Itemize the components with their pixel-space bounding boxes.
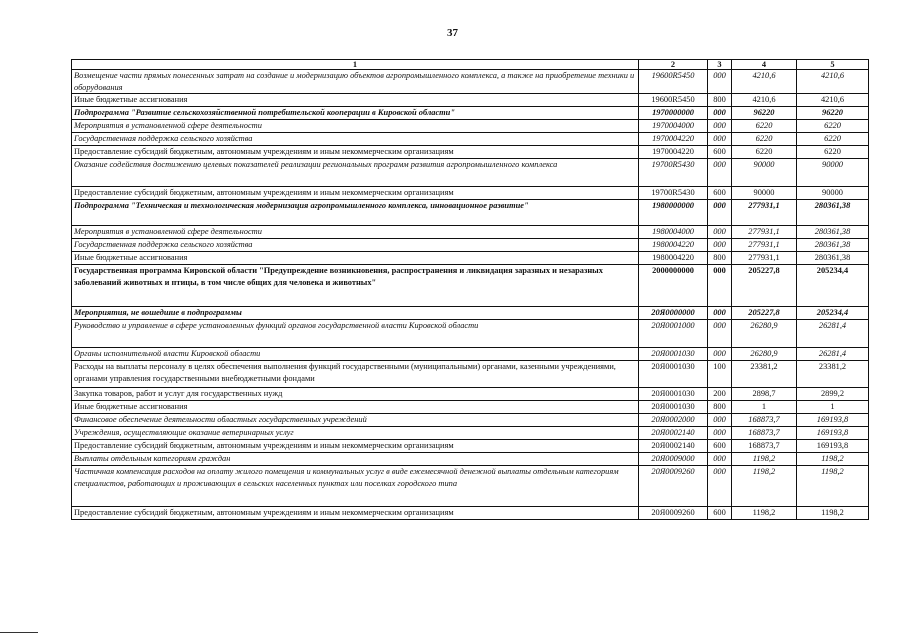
table-row: [72, 427, 869, 440]
row-type-cell: 200: [708, 388, 732, 401]
row-value-2019-cell: 90000: [732, 187, 797, 200]
row-type-cell: 600: [708, 507, 732, 520]
row-value-2019-cell: 2898,7: [732, 388, 797, 401]
row-value-2019-cell: 6220: [732, 133, 797, 146]
table-row: [72, 320, 869, 348]
table-row: [72, 94, 869, 107]
row-value-2020-cell: 280361,38: [797, 239, 869, 252]
row-type-cell: 600: [708, 440, 732, 453]
row-name-cell: Государственная поддержка сельского хозяйства: [72, 239, 639, 252]
row-code-cell: 20Я0001000: [639, 320, 708, 348]
row-code-cell: 20Я0001030: [639, 361, 708, 388]
row-name-cell: Иные бюджетные ассигнования: [72, 94, 639, 107]
row-name-cell: Государственная программа Кировской области "Предупреждение возникновения, распространения и ликвидация заразных и незаразных заболеваний животных и птицы, в том числе общих для человека и животных": [72, 265, 639, 307]
table-row: [72, 70, 869, 94]
row-code-cell: 20Я0002140: [639, 427, 708, 440]
row-code-cell: 1970004220: [639, 146, 708, 159]
table-body: [72, 70, 869, 520]
row-name-cell: Мероприятия в установленной сфере деятельности: [72, 226, 639, 239]
table-row: [72, 187, 869, 200]
row-code-cell: 1980004220: [639, 239, 708, 252]
row-value-2020-cell: 90000: [797, 159, 869, 187]
row-value-2019-cell: 277931,1: [732, 252, 797, 265]
table-row: [72, 440, 869, 453]
row-value-2019-cell: 205227,8: [732, 265, 797, 307]
table-row: [72, 348, 869, 361]
row-value-2020-cell: 26281,4: [797, 348, 869, 361]
row-code-cell: 1970004220: [639, 133, 708, 146]
row-value-2020-cell: 4210,6: [797, 94, 869, 107]
row-type-cell: 000: [708, 159, 732, 187]
row-code-cell: 19700R5430: [639, 187, 708, 200]
row-name-cell: Предоставление субсидий бюджетным, автономным учреждениям и иным некоммерческим организациям: [72, 507, 639, 520]
row-value-2020-cell: 280361,38: [797, 200, 869, 226]
row-name-cell: Государственная поддержка сельского хозяйства: [72, 133, 639, 146]
row-value-2019-cell: 168873,7: [732, 440, 797, 453]
table-row: [72, 107, 869, 120]
row-value-2020-cell: 205234,4: [797, 265, 869, 307]
table-row: [72, 507, 869, 520]
row-name-cell: Руководство и управление в сфере установленных функций органов государственной власти Кировской области: [72, 320, 639, 348]
row-code-cell: 20Я0002000: [639, 414, 708, 427]
row-value-2019-cell: 26280,9: [732, 320, 797, 348]
table-row: [72, 307, 869, 320]
row-type-cell: 000: [708, 466, 732, 507]
row-value-2020-cell: 4210,6: [797, 70, 869, 94]
row-name-cell: Иные бюджетные ассигнования: [72, 252, 639, 265]
row-type-cell: 800: [708, 401, 732, 414]
row-name-cell: Расходы на выплаты персоналу в целях обеспечения выполнения функций государственными (муниципальными) органами, казенными учреждениями, органами управления государственными внебюджетными фондами: [72, 361, 639, 388]
row-value-2020-cell: 6220: [797, 133, 869, 146]
row-value-2020-cell: 2899,2: [797, 388, 869, 401]
row-code-cell: 19600R5450: [639, 70, 708, 94]
row-value-2019-cell: 1198,2: [732, 453, 797, 466]
row-type-cell: 000: [708, 200, 732, 226]
row-value-2019-cell: 26280,9: [732, 348, 797, 361]
row-type-cell: 000: [708, 320, 732, 348]
row-name-cell: Учреждения, осуществляющие оказание ветеринарных услуг: [72, 427, 639, 440]
row-type-cell: 100: [708, 361, 732, 388]
row-value-2020-cell: 1198,2: [797, 466, 869, 507]
row-code-cell: 20Я0002140: [639, 440, 708, 453]
row-value-2019-cell: 6220: [732, 146, 797, 159]
row-type-cell: 000: [708, 348, 732, 361]
row-value-2019-cell: 1198,2: [732, 507, 797, 520]
row-name-cell: Предоставление субсидий бюджетным, автономным учреждениям и иным некоммерческим организациям: [72, 146, 639, 159]
table-row: [72, 388, 869, 401]
row-code-cell: 20Я0000000: [639, 307, 708, 320]
row-name-cell: Частичная компенсация расходов на оплату жилого помещения и коммунальных услуг в виде ежемесячной денежной выплаты отдельным категориям специалистов, работающих и проживающих в сельских населенных пунктах или поселках городского типа: [72, 466, 639, 507]
row-value-2019-cell: 1198,2: [732, 466, 797, 507]
row-name-cell: Иные бюджетные ассигнования: [72, 401, 639, 414]
row-code-cell: 1980000000: [639, 200, 708, 226]
budget-table: [71, 59, 869, 520]
header-col-1: 1: [72, 60, 639, 70]
table-row: [72, 159, 869, 187]
table-row: [72, 133, 869, 146]
row-value-2019-cell: 4210,6: [732, 70, 797, 94]
row-value-2020-cell: 90000: [797, 187, 869, 200]
row-name-cell: Финансовое обеспечение деятельности областных государственных учреждений: [72, 414, 639, 427]
row-code-cell: 20Я0001030: [639, 401, 708, 414]
row-value-2020-cell: 169193,8: [797, 440, 869, 453]
table-row: [72, 401, 869, 414]
row-name-cell: Закупка товаров, работ и услуг для государственных нужд: [72, 388, 639, 401]
table-row: [72, 453, 869, 466]
row-type-cell: 800: [708, 252, 732, 265]
row-type-cell: 000: [708, 427, 732, 440]
scan-artifact-line: [0, 632, 38, 633]
row-name-cell: Предоставление субсидий бюджетным, автономным учреждениям и иным некоммерческим организациям: [72, 440, 639, 453]
row-name-cell: Мероприятия в установленной сфере деятельности: [72, 120, 639, 133]
row-type-cell: 000: [708, 239, 732, 252]
table-row: [72, 239, 869, 252]
row-value-2020-cell: 23381,2: [797, 361, 869, 388]
row-code-cell: 19600R5450: [639, 94, 708, 107]
row-value-2020-cell: 280361,38: [797, 252, 869, 265]
row-name-cell: Мероприятия, не вошедшие в подпрограммы: [72, 307, 639, 320]
table-row: [72, 146, 869, 159]
row-value-2020-cell: 1: [797, 401, 869, 414]
row-value-2020-cell: 6220: [797, 146, 869, 159]
row-type-cell: 000: [708, 414, 732, 427]
table-row: [72, 361, 869, 388]
row-name-cell: Возмещение части прямых понесенных затрат на создание и модернизацию объектов агропромышленного комплекса, а также на приобретение техники и оборудования: [72, 70, 639, 94]
row-value-2019-cell: 1: [732, 401, 797, 414]
row-code-cell: 1970004000: [639, 120, 708, 133]
header-row: [72, 60, 869, 70]
row-code-cell: 1970000000: [639, 107, 708, 120]
row-type-cell: 600: [708, 146, 732, 159]
row-code-cell: 20Я0009260: [639, 466, 708, 507]
row-code-cell: 1980004000: [639, 226, 708, 239]
row-value-2019-cell: 23381,2: [732, 361, 797, 388]
header-col-4: 4: [732, 60, 797, 70]
header-col-5: 5: [797, 60, 869, 70]
header-col-3: 3: [708, 60, 732, 70]
row-type-cell: 000: [708, 226, 732, 239]
row-code-cell: 20Я0009000: [639, 453, 708, 466]
row-value-2019-cell: 168873,7: [732, 414, 797, 427]
row-name-cell: Подпрограмма "Техническая и технологическая модернизация агропромышленного комплекса, инновационное развитие": [72, 200, 639, 226]
row-value-2020-cell: 169193,8: [797, 414, 869, 427]
row-type-cell: 000: [708, 107, 732, 120]
row-type-cell: 000: [708, 265, 732, 307]
row-value-2020-cell: 205234,4: [797, 307, 869, 320]
row-type-cell: 000: [708, 70, 732, 94]
table-row: [72, 265, 869, 307]
row-value-2019-cell: 205227,8: [732, 307, 797, 320]
table-row: [72, 466, 869, 507]
table-row: [72, 120, 869, 133]
row-type-cell: 600: [708, 187, 732, 200]
row-code-cell: 20Я0001030: [639, 348, 708, 361]
table-row: [72, 200, 869, 226]
row-value-2020-cell: 1198,2: [797, 507, 869, 520]
row-type-cell: 000: [708, 453, 732, 466]
row-name-cell: Выплаты отдельным категориям граждан: [72, 453, 639, 466]
table-row: [72, 252, 869, 265]
row-code-cell: 20Я0009260: [639, 507, 708, 520]
row-value-2019-cell: 90000: [732, 159, 797, 187]
row-value-2019-cell: 277931,1: [732, 226, 797, 239]
row-type-cell: 000: [708, 133, 732, 146]
row-value-2020-cell: 169193,8: [797, 427, 869, 440]
row-type-cell: 000: [708, 120, 732, 133]
row-value-2019-cell: 168873,7: [732, 427, 797, 440]
row-value-2020-cell: 280361,38: [797, 226, 869, 239]
header-col-2: 2: [639, 60, 708, 70]
table-row: [72, 414, 869, 427]
row-name-cell: Предоставление субсидий бюджетным, автономным учреждениям и иным некоммерческим организациям: [72, 187, 639, 200]
row-name-cell: Подпрограмма "Развитие сельскохозяйственной потребительской кооперации в Кировской области": [72, 107, 639, 120]
row-value-2019-cell: 277931,1: [732, 239, 797, 252]
row-value-2020-cell: 6220: [797, 120, 869, 133]
row-value-2020-cell: 96220: [797, 107, 869, 120]
table-row: [72, 226, 869, 239]
row-value-2019-cell: 96220: [732, 107, 797, 120]
row-name-cell: Оказание содействия достижению целевых показателей реализации региональных программ развития агропромышленного комплекса: [72, 159, 639, 187]
row-code-cell: 2000000000: [639, 265, 708, 307]
page-number: 37: [447, 27, 458, 39]
row-value-2020-cell: 26281,4: [797, 320, 869, 348]
row-type-cell: 800: [708, 94, 732, 107]
row-name-cell: Органы исполнительной власти Кировской области: [72, 348, 639, 361]
row-type-cell: 000: [708, 307, 732, 320]
row-code-cell: 19700R5430: [639, 159, 708, 187]
row-value-2019-cell: 277931,1: [732, 200, 797, 226]
row-value-2019-cell: 4210,6: [732, 94, 797, 107]
row-value-2019-cell: 6220: [732, 120, 797, 133]
row-code-cell: 1980004220: [639, 252, 708, 265]
row-code-cell: 20Я0001030: [639, 388, 708, 401]
row-value-2020-cell: 1198,2: [797, 453, 869, 466]
